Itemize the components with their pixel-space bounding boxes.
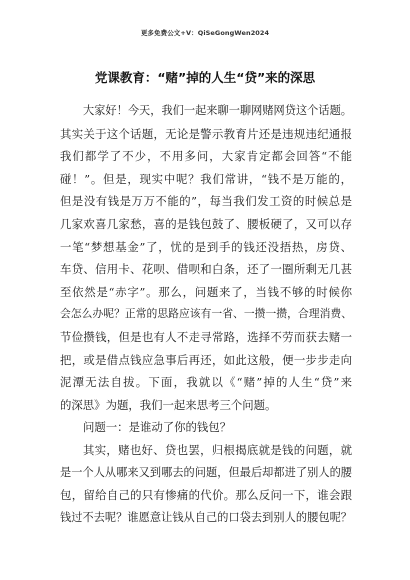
document-title: 党课教育：“赌”掉的人生“贷”来的深思 bbox=[94, 70, 316, 85]
paragraph-line: 但是没有钱是万万不能的”，每当我们发工资的时候总是 bbox=[60, 194, 352, 209]
paragraph-line: 一笔“梦想基金”了，忧的是到手的钱还没捂热，房贷、 bbox=[60, 239, 352, 254]
paragraph-line: 大家好！今天，我们一起来聊一聊网赌网贷这个话题。 bbox=[83, 104, 352, 117]
paragraph-line: 是一个人从哪来又到哪去的问题，但最后却都进了别人的腰 bbox=[60, 465, 352, 479]
paragraph-line: 会怎么办呢？正常的思路应该有一省、一攒一攒，合理消费、 bbox=[60, 307, 352, 321]
paragraph-line: 几家欢喜几家愁，喜的是钱包鼓了、腰板硬了，又可以存 bbox=[60, 216, 352, 231]
paragraph-line: 我们都学了不少，不用多问，大家肯定都会回答“不能 bbox=[60, 149, 352, 164]
paragraph-line: 节俭攒钱，但是也有人不走寻常路，选择不劳而获去赌一 bbox=[60, 329, 352, 344]
paragraph-line: 把，或是借点钱应急事后再还，如此这般，便一步步走向 bbox=[60, 352, 352, 367]
paragraph-line: 包，留给自己的只有惨痛的代价。那么反问一下，谁会跟 bbox=[60, 488, 352, 503]
paragraph-line: 泥潭无法自拔。下面，我就以《“赌”掉的人生“贷”来 bbox=[60, 375, 352, 390]
paragraph-line: 碰！”。但是，现实中呢？我们常讲，“钱不是万能的， bbox=[60, 171, 352, 186]
paragraph-line: 至依然是“赤字”。那么，问题来了，当钱不够的时候你 bbox=[60, 284, 352, 299]
header-note: 更多免费公文+V：QiSeGongWen2024 bbox=[140, 29, 270, 37]
document-body bbox=[60, 100, 352, 529]
paragraph-line: 钱过不去呢？谁愿意让钱从自己的口袋去到别人的腰包呢？ bbox=[60, 510, 352, 524]
section-heading: 问题一：是谁动了你的钱包？ bbox=[83, 420, 232, 435]
paragraph-line: 车贷、信用卡、花呗、借呗和白条，还了一圈所剩无几甚 bbox=[60, 262, 352, 277]
paragraph-line: 的深思》为题，我们一起来思考三个问题。 bbox=[60, 397, 277, 412]
paragraph-line: 其实，赌也好、贷也罢，归根揭底就是钱的问题，就 bbox=[83, 442, 352, 457]
paragraph-line: 其实关于这个话题，无论是警示教育片还是违规违纪通报 bbox=[60, 126, 352, 141]
